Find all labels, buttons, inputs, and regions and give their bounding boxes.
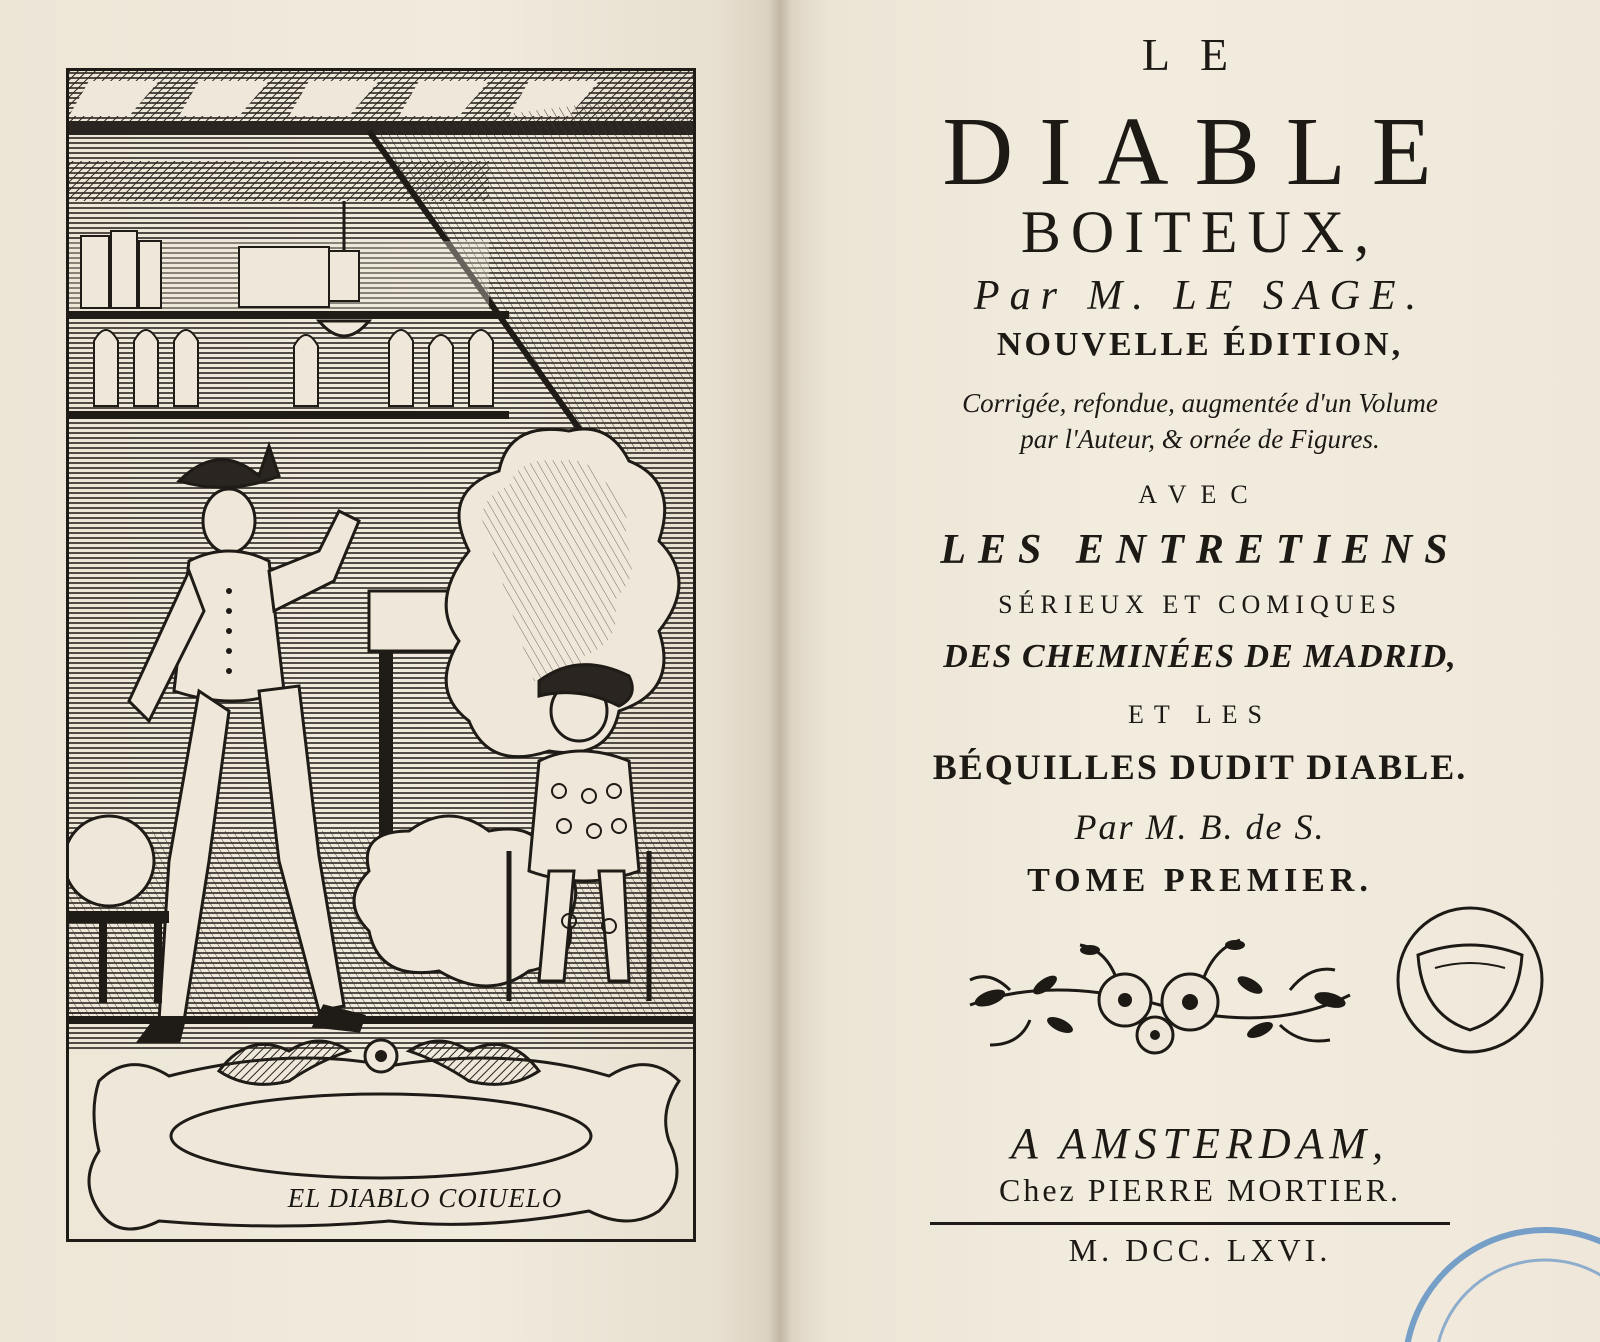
edition-line: NOUVELLE ÉDITION, [996, 326, 1404, 363]
title-diable: DIABLE [942, 98, 1458, 206]
serieux-line: SÉRIEUX ET COMIQUES [998, 590, 1402, 619]
second-author-line: Par M. B. de S. [1074, 807, 1326, 847]
volume-line: TOME PREMIER. [1027, 862, 1373, 899]
et-les-line: ET LES [1127, 700, 1273, 729]
book-gutter [768, 0, 792, 1342]
imprint-place: A AMSTERDAM, [1010, 1119, 1390, 1168]
imprint-rule [930, 1222, 1450, 1225]
cheminees-line: DES CHEMINÉES DE MADRID, [943, 638, 1457, 675]
frontispiece-engraving [66, 68, 696, 1242]
description-line-2: par l'Auteur, & ornée de Figures. [1020, 424, 1380, 454]
description-line-1: Corrigée, refondue, augmentée d'un Volume [962, 388, 1438, 418]
entretiens-line: LES ENTRETIENS [940, 527, 1460, 573]
library-stamp-icon [1390, 900, 1550, 1060]
author-line: Par M. LE SAGE. [973, 273, 1427, 319]
title-boiteux: BOITEUX, [1020, 199, 1380, 265]
imprint-year: M. DCC. LXVI. [1068, 1232, 1332, 1268]
bequilles-line: BÉQUILLES DUDIT DIABLE. [932, 747, 1468, 787]
title-le: LE [1141, 29, 1259, 80]
cartouche-label: EL DIABLO COIUELO [287, 1183, 563, 1213]
imprint-publisher: Chez PIERRE MORTIER. [998, 1172, 1402, 1208]
floral-ornament [950, 930, 1370, 1080]
engraving-illustration [69, 71, 693, 1239]
blue-library-stamp-icon [1385, 1220, 1600, 1342]
avec-line: AVEC [1138, 480, 1262, 509]
